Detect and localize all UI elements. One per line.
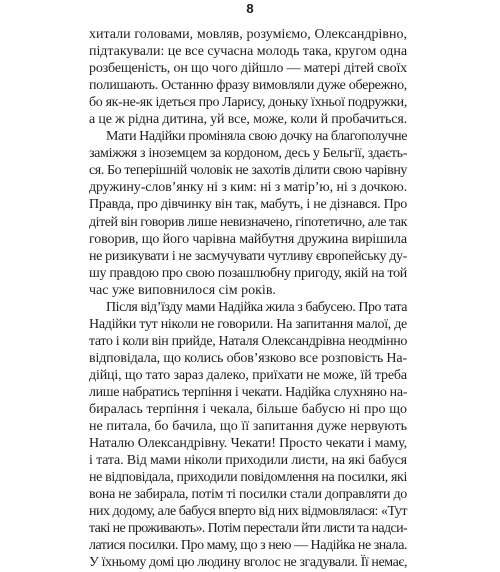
body-text: [89, 26, 407, 572]
text-line: латися посилки. Про маму, що з нею — Надійка не знала.: [89, 538, 407, 554]
text-line: Наталю Олександрівну. Чекати! Просто чекати і маму,: [89, 436, 408, 452]
text-line: заміжжя з іноземцем за кордоном, десь у Бельгії, здаєть-: [89, 146, 408, 162]
text-line: лише набратись терпіння і чекати. Надійка слухняно на-: [89, 384, 408, 400]
text-line: Мати Надійки проміняла свою дочку на благополучне: [106, 129, 407, 145]
paragraph: [89, 299, 407, 572]
text-line: підтакували: це все сучасна молодь така, кругом одна: [89, 44, 408, 60]
text-line: відповідала, що колись обов’язково все розповість На-: [89, 350, 407, 366]
text-line: ся. Бо теперішній чоловік не захотів ділити свою чарівну: [89, 163, 408, 179]
text-line: тато і коли він прийде, Наталя Олександрівна неодмінно: [89, 333, 408, 349]
text-line: вона не забирала, потім ті посилки стали доправляти до: [89, 487, 407, 503]
text-line: полишають. Останню фразу вимовляли дуже обережно,: [89, 78, 407, 94]
text-line: дійці, що тато зараз далеко, приїхати не може, їй треба: [89, 367, 407, 383]
text-line: дітей він говорив лише невизначено, гіпотетично, але так: [89, 214, 407, 230]
text-line: а це ж рідна дитина, уй все, може, коли й пробачиться.: [89, 112, 407, 128]
text-line: них додому, але бабуся вперто від них відмовлялася: «Тут: [89, 504, 407, 520]
text-line: розбещеність, он що чого дійшло — матері дітей своїх: [89, 61, 408, 77]
text-line: і тата. Від мами ніколи приходили листи, на які бабуся: [89, 453, 407, 469]
text-line: не питала, бо бачила, що її запитання дуже нервують: [89, 419, 407, 435]
text-line: Надійки тут ніколи не говорили. На запитання малої, де: [89, 316, 407, 332]
text-line: дружину-слов’янку ні з ким: ні з матір’ю, ні з дочкою.: [89, 180, 408, 196]
text-line: бо як-не-як ідеться про Ларису, доньку їхньої подружки,: [89, 95, 407, 111]
text-line: не ризикувати і не засмучувати чутливу європейську ду-: [89, 248, 407, 264]
text-line: биралась терпіння і чекала, більше бабусю ні про що: [89, 402, 407, 418]
paragraph: [89, 26, 407, 128]
text-line: шу правдою про свою позашлюбну пригоду, якій на той: [89, 265, 407, 281]
text-line: хитали головами, мовляв, розуміємо, Олександрівно,: [89, 27, 407, 42]
page-number: 8: [246, 1, 254, 16]
text-line: час уже виповнилося сім років.: [89, 282, 276, 298]
text-line: У їхньому домі цю людину вголос не згадували. Її немає,: [89, 555, 408, 571]
paragraph: [89, 128, 407, 298]
text-line: не відповідала, приходили повідомлення на посилки, які: [89, 470, 407, 486]
text-line: такі не проживають». Потім перестали йти листи та надси-: [89, 521, 408, 537]
text-line: Правда, про дівчинку він так, мабуть, і не дізнався. Про: [89, 197, 407, 213]
text-line: говорив, що його чарівна майбутня дружина вирішила: [89, 231, 407, 247]
text-line: Після від’їзду мами Надійка жила з бабусею. Про тата: [106, 299, 408, 315]
